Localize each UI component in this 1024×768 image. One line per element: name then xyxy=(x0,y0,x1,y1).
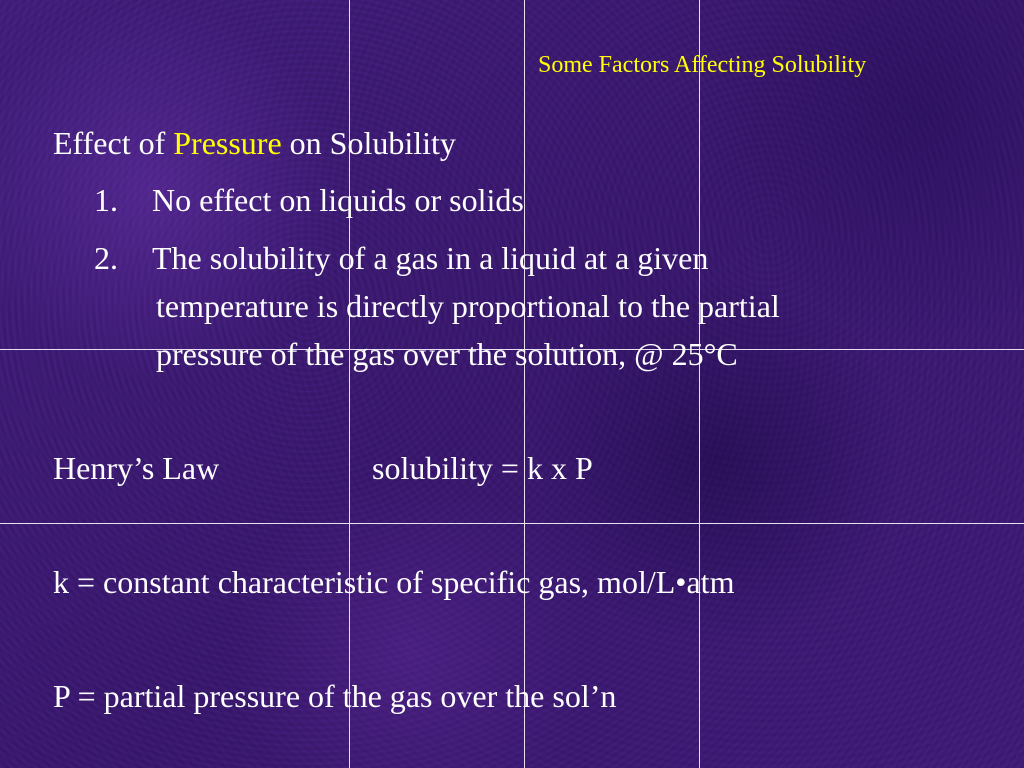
henrys-law-formula: solubility = k x P xyxy=(372,450,593,486)
grid-line-horizontal xyxy=(0,523,1024,524)
heading-highlight: Pressure xyxy=(173,125,282,161)
p-definition: P = partial pressure of the gas over the sol’n xyxy=(53,678,617,714)
list-text: The solubility of a gas in a liquid at a given xyxy=(152,240,709,276)
slide-title: Some Factors Affecting Solubility xyxy=(538,52,867,78)
list-number: 2. xyxy=(94,240,118,276)
list-text: No effect on liquids or solids xyxy=(152,182,524,218)
list-item-2-continuation: pressure of the gas over the solution, @ 25°C xyxy=(156,336,738,372)
grid-line-vertical xyxy=(699,0,700,768)
heading-prefix: Effect of xyxy=(53,125,174,161)
list-number: 1. xyxy=(94,182,118,218)
k-definition: k = constant characteristic of specific gas, mol/L•atm xyxy=(53,564,735,600)
grid-line-vertical xyxy=(524,0,525,768)
list-item-2 xyxy=(94,238,708,278)
henrys-law-label: Henry’s Law xyxy=(53,450,220,486)
section-heading xyxy=(53,123,456,163)
list-item-1 xyxy=(94,180,524,220)
grid-line-vertical xyxy=(349,0,350,768)
list-item-2-continuation: temperature is directly proportional to the partial xyxy=(156,288,780,324)
heading-suffix: on Solubility xyxy=(281,125,456,161)
